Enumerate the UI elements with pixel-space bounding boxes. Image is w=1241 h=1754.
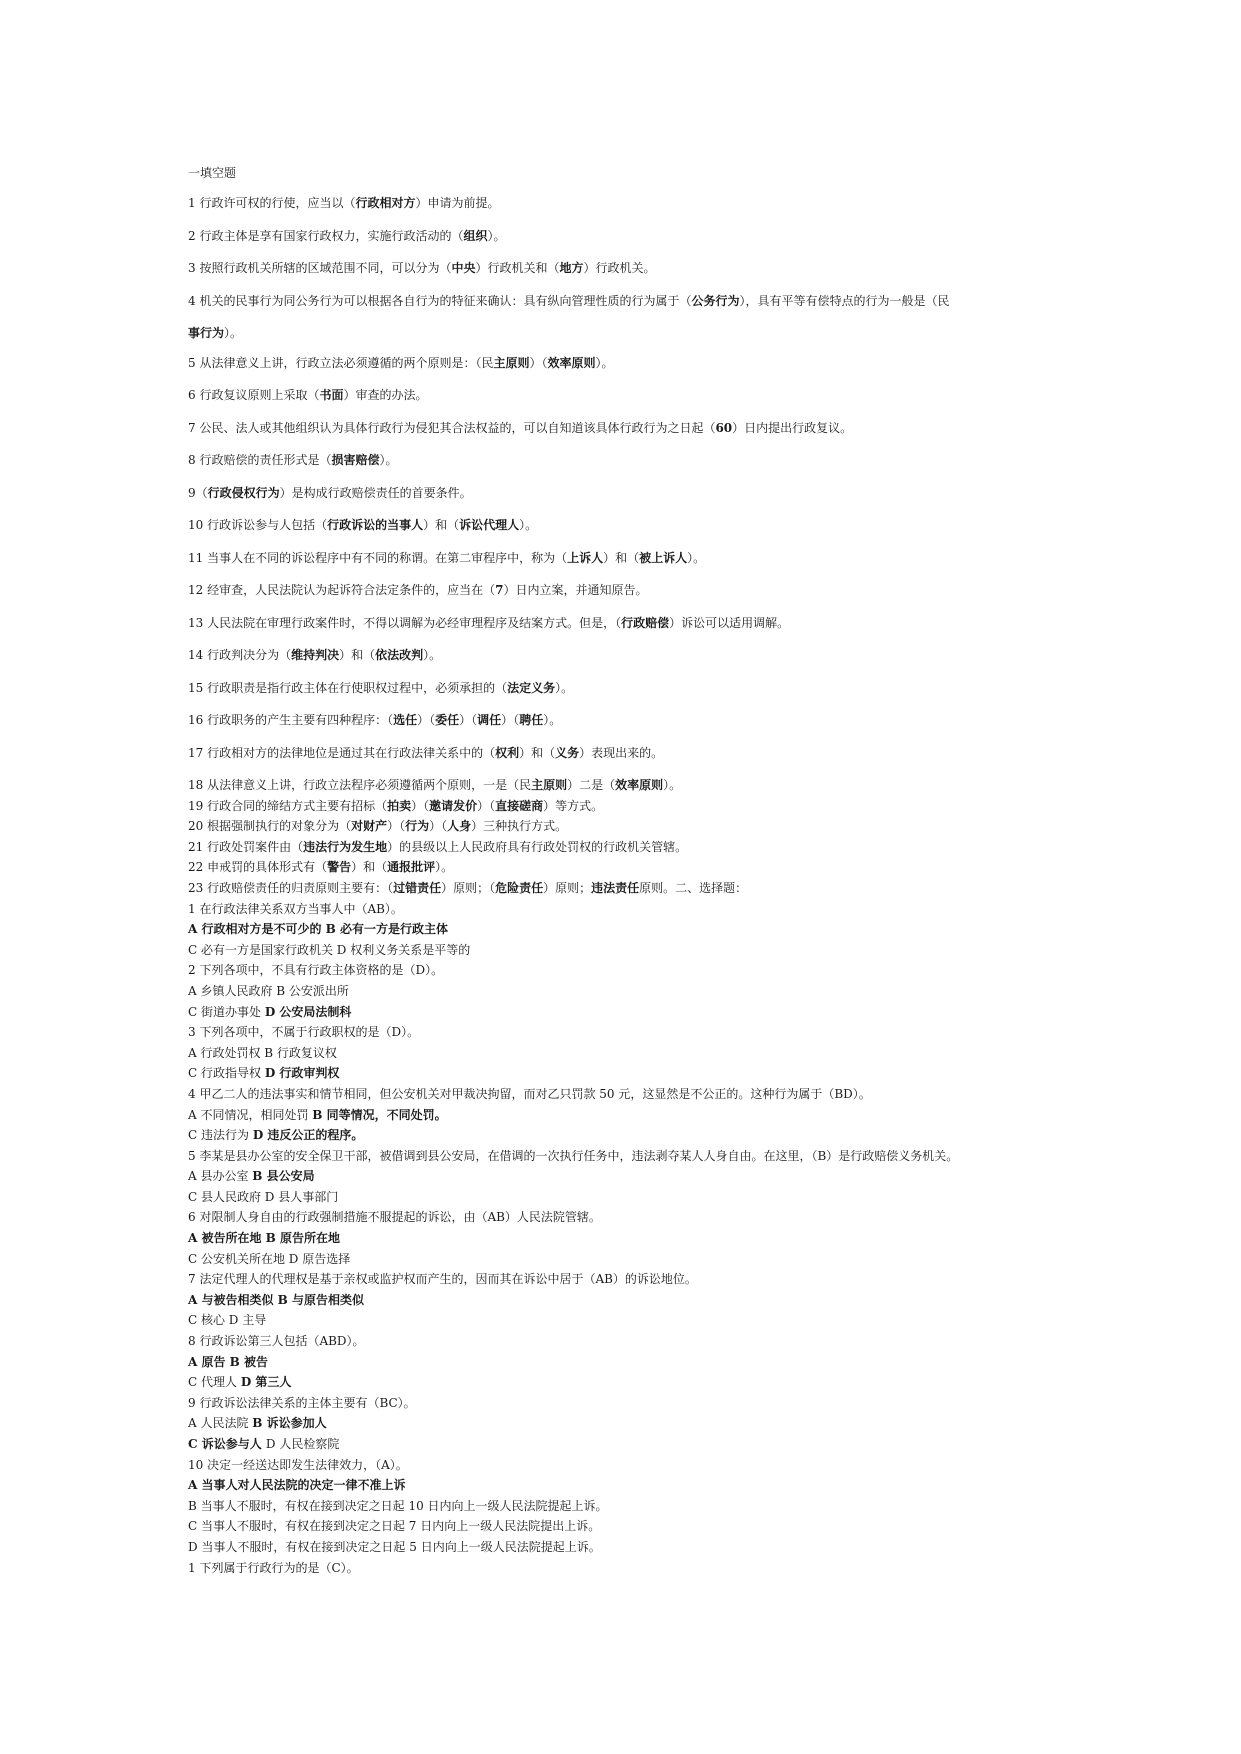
text-segment: 1 行政许可权的行使，应当以（	[188, 196, 356, 210]
bold-answer-text: 过错责任	[393, 880, 442, 895]
text-segment: 22 申戒罚的具体形式有（	[188, 860, 328, 875]
bold-answer-text: 委任	[435, 713, 460, 727]
text-line	[188, 516, 1068, 534]
text-line	[188, 941, 1068, 962]
text-segment: ）原则；（	[441, 880, 496, 895]
text-line	[188, 292, 1068, 342]
text-segment: ）。	[423, 648, 442, 662]
text-line	[188, 1311, 1068, 1332]
bold-answer-text: 中央	[451, 261, 476, 275]
text-segment: ）。	[379, 453, 398, 467]
text-segment: 10 决定一经送达即发生法律效力，（A）。	[188, 1457, 408, 1472]
text-segment: ）（	[429, 819, 448, 834]
text-segment: ）（	[459, 713, 478, 727]
text-segment: 4 甲乙二人的违法事实和情节相同，但公安机关对甲裁决拘留，而对乙只罚款 50 元，这显然是不公正的。这种行为属于（BD）。	[188, 1086, 871, 1101]
bold-answer-text: B 县公安局	[252, 1169, 315, 1184]
text-segment: ）和（	[603, 550, 640, 565]
text-line	[188, 1188, 1068, 1209]
text-line	[188, 549, 1068, 567]
text-line	[188, 1373, 1068, 1394]
text-segment: 13 人民法院在审理行政案件时，不得以调解为必经审理程序及结案方式。但是，（	[188, 615, 622, 630]
bold-answer-text: 7	[495, 583, 504, 597]
bold-answer-text: A 原告 B 被告	[188, 1354, 268, 1369]
text-segment: C 县人民政府 D 县人事部门	[188, 1189, 339, 1204]
bold-answer-text: 选任	[393, 713, 418, 727]
text-segment: ）（	[411, 798, 430, 813]
text-line	[188, 1023, 1068, 1044]
text-segment: ）和（	[519, 745, 556, 760]
bold-answer-text: 组织	[463, 228, 488, 243]
bold-answer-text: 被上诉人	[639, 550, 688, 565]
text-segment: 15 行政职责是指行政主体在行使职权过程中，必须承担的（	[188, 680, 508, 695]
text-segment: 19 行政合同的缔结方式主要有招标（	[188, 798, 388, 813]
text-segment: 2 下列各项中，不具有行政主体资格的是（D）。	[188, 963, 444, 978]
text-line	[188, 451, 1068, 469]
text-line	[188, 1538, 1068, 1559]
text-segment: A 乡镇人民政府 B 公安派出所	[188, 983, 349, 998]
bold-answer-text: D 行政审判权	[264, 1066, 340, 1081]
bold-answer-text: B 同等情况，不同处罚。	[312, 1107, 447, 1122]
bold-answer-text: B 诉讼参加人	[252, 1416, 327, 1431]
text-line	[188, 1456, 1068, 1477]
bold-answer-text: 直接磋商	[495, 798, 544, 813]
text-line	[188, 858, 1068, 879]
text-segment: C 当事人不服时，有权在接到决定之日起 7 日内向上一级人民法院提出上诉。	[188, 1519, 601, 1534]
question-list	[188, 776, 1068, 1579]
text-segment: 3 按照行政机关所辖的区域范围不同，可以分为（	[188, 261, 452, 275]
text-segment: 5 从法律意义上讲，行政立法必须遵循的两个原则是：（民	[188, 355, 494, 370]
text-line	[188, 1147, 1068, 1168]
bold-answer-text: 事行为	[188, 325, 225, 340]
text-segment: ）（	[417, 713, 436, 727]
text-line	[188, 817, 1068, 838]
bold-answer-text: 通报批评	[387, 860, 436, 875]
bold-answer-text: C 诉讼参与人	[188, 1437, 266, 1451]
text-segment: ）。	[595, 355, 614, 370]
bold-answer-text: D 违反公正的程序。	[252, 1128, 364, 1143]
text-line	[188, 259, 1068, 277]
text-segment: ）。	[487, 228, 506, 243]
text-segment: 8 行政赔偿的责任形式是（	[188, 453, 332, 467]
text-line	[188, 797, 1068, 818]
bold-answer-text: 法定义务	[507, 680, 556, 695]
fill-in-blank-list	[188, 194, 1068, 762]
bold-answer-text: 对财产	[351, 819, 388, 834]
text-segment: 10 行政诉讼参与人包括（	[188, 518, 328, 532]
text-segment: 4 机关的民事行为同公务行为可以根据各自行为的特征来确认：具有纵向管理性质的行为属于（	[188, 293, 692, 308]
text-line	[188, 1229, 1068, 1250]
text-segment: 12 经审查，人民法院认为起诉符合法定条件的，应当在（	[188, 583, 496, 597]
bold-answer-text: 违法行为发生地	[303, 839, 388, 854]
text-line	[188, 1517, 1068, 1538]
bold-answer-text: 损害赔偿	[331, 453, 380, 467]
bold-answer-text: 主原则	[493, 355, 530, 370]
text-line	[188, 1167, 1068, 1188]
document-body	[188, 164, 1068, 1579]
bold-answer-text: 诉讼代理人	[459, 518, 520, 532]
text-line	[188, 1044, 1068, 1065]
text-segment: A 人民法院	[188, 1416, 253, 1431]
text-line	[188, 900, 1068, 921]
text-line	[188, 1414, 1068, 1435]
text-line	[188, 1497, 1068, 1518]
text-line	[188, 614, 1068, 632]
text-line	[188, 1270, 1068, 1291]
text-segment: ）原则；	[543, 880, 592, 895]
bold-answer-text: A 当事人对人民法院的决定一律不准上诉	[188, 1478, 406, 1493]
text-line	[188, 1353, 1068, 1374]
text-segment: ）和（	[339, 648, 376, 662]
text-segment: ）行政机关。	[583, 261, 656, 275]
bold-answer-text: 书面	[319, 388, 344, 402]
bold-answer-text: 行为	[405, 819, 430, 834]
text-line	[188, 1085, 1068, 1106]
text-line	[188, 1332, 1068, 1353]
text-segment: C 街道办事处	[188, 1004, 265, 1019]
bold-answer-text: D 公安局法制科	[264, 1004, 352, 1019]
text-line	[188, 1126, 1068, 1147]
text-line	[188, 879, 1068, 900]
text-segment: ）。	[224, 325, 243, 340]
text-line	[188, 1394, 1068, 1415]
text-line	[188, 776, 1068, 797]
text-segment: C 代理人	[188, 1375, 241, 1390]
text-segment: ）申请为前提。	[415, 196, 500, 210]
text-segment: ）。	[555, 680, 574, 695]
text-segment: 5 李某是县办公室的安全保卫干部，被借调到县公安局，在借调的一次执行任务中，违法剥夺某人人身自由。在这里，（B）是行政赔偿义务机关。	[188, 1148, 959, 1163]
text-line	[188, 1476, 1068, 1497]
text-line	[188, 581, 1068, 599]
text-segment: ）日内提出行政复议。	[732, 420, 853, 435]
bold-answer-text: 公务行为	[691, 293, 740, 308]
text-segment: ）（	[501, 713, 520, 727]
bold-answer-text: 上诉人	[567, 550, 604, 565]
text-segment: 17 行政相对方的法律地位是通过其在行政法律关系中的（	[188, 745, 496, 760]
bold-answer-text: 行政诉讼的当事人	[327, 518, 424, 532]
text-segment: ）（	[529, 355, 548, 370]
text-segment: C 违法行为	[188, 1128, 253, 1143]
bold-answer-text: 权利	[495, 745, 520, 760]
text-segment: 14 行政判决分为（	[188, 648, 292, 662]
bold-answer-text: D 第三人	[240, 1375, 292, 1390]
text-segment: ）三种执行方式。	[471, 819, 568, 834]
text-segment: D 人民检察院	[265, 1437, 340, 1451]
text-segment: 23 行政赔偿责任的归责原则主要有：（	[188, 880, 394, 895]
text-line	[188, 1208, 1068, 1229]
bold-answer-text: 依法改判	[375, 648, 424, 662]
text-segment: ）。	[543, 713, 562, 727]
bold-answer-text: 效率原则	[615, 778, 664, 792]
text-segment: 11 当事人在不同的诉讼程序中有不同的称谓。在第二审程序中，称为（	[188, 550, 568, 565]
text-segment: C 核心 D 主导	[188, 1313, 267, 1328]
text-segment: ）。	[663, 778, 682, 792]
bold-answer-text: A 与被告相类似 B 与原告相类似	[188, 1292, 364, 1307]
text-segment: 20 根据强制执行的对象分为（	[188, 819, 352, 834]
bold-answer-text: 行政侵权行为	[207, 485, 280, 500]
text-line	[188, 484, 1068, 502]
text-segment: 8 行政诉讼第三人包括（ABD）。	[188, 1334, 365, 1349]
text-segment: ）诉讼可以适用调解。	[669, 615, 790, 630]
bold-answer-text: 效率原则	[547, 355, 596, 370]
text-segment: ）审查的办法。	[343, 388, 428, 402]
bold-answer-text: 危险责任	[495, 880, 544, 895]
text-segment: 1 下列属于行政行为的是（C）。	[188, 1560, 359, 1575]
text-segment: 18 从法律意义上讲，行政立法程序必须遵循两个原则，一是（民	[188, 778, 532, 792]
text-segment: 9（	[188, 485, 208, 500]
text-segment: ）表现出来的。	[579, 745, 664, 760]
bold-answer-text: 行政相对方	[355, 196, 416, 210]
text-segment: D 当事人不服时，有权在接到决定之日起 5 日内向上一级人民法院提起上诉。	[188, 1539, 601, 1554]
bold-answer-text: 行政赔偿	[621, 615, 670, 630]
text-segment: A 县办公室	[188, 1169, 253, 1184]
text-segment: 1 在行政法律关系双方当事人中（AB）。	[188, 901, 403, 916]
bold-answer-text: 聘任	[519, 713, 544, 727]
section-title: 一填空题	[188, 166, 237, 180]
text-line	[188, 1435, 1068, 1456]
text-segment: 7 法定代理人的代理权是基于亲权或监护权而产生的，因而其在诉讼中居于（AB）的诉讼地位。	[188, 1272, 697, 1287]
bold-answer-text: 违法责任	[591, 880, 640, 895]
text-segment: ）。	[687, 550, 706, 565]
bold-answer-text: 调任	[477, 713, 502, 727]
text-line	[188, 1291, 1068, 1312]
text-line	[188, 419, 1068, 437]
text-segment: 6 对限制人身自由的行政强制措施不服提起的诉讼，由（AB）人民法院管辖。	[188, 1210, 601, 1225]
text-segment: ）。	[519, 518, 538, 532]
text-segment: B 当事人不服时，有权在接到决定之日起 10 日内向上一级人民法院提起上诉。	[188, 1498, 608, 1513]
text-segment: 9 行政诉讼法律关系的主体主要有（BC）。	[188, 1395, 416, 1410]
bold-answer-text: A 被告所在地 B 原告所在地	[188, 1231, 340, 1246]
text-segment: ）二是（	[567, 778, 616, 792]
text-segment: ）和（	[351, 860, 388, 875]
text-line	[188, 1106, 1068, 1127]
text-segment: ）是构成行政赔偿责任的首要条件。	[279, 485, 472, 500]
text-segment: ），具有平等有偿特点的行为一般是（民	[739, 293, 950, 308]
text-segment: 3 下列各项中，不属于行政职权的是（D）。	[188, 1025, 420, 1040]
bold-answer-text: 地方	[559, 261, 584, 275]
text-segment: 2 行政主体是享有国家行政权力，实施行政活动的（	[188, 228, 464, 243]
text-line	[188, 1559, 1068, 1580]
bold-answer-text: 邀请发价	[429, 798, 478, 813]
wrapped-continuation	[188, 324, 1068, 342]
text-segment: C 公安机关所在地 D 原告选择	[188, 1251, 351, 1266]
text-line	[188, 386, 1068, 404]
text-segment: A 不同情况，相同处罚	[188, 1107, 313, 1122]
text-segment: 6 行政复议原则上采取（	[188, 388, 320, 402]
text-segment: ）的县级以上人民政府具有行政处罚权的行政机关管辖。	[387, 839, 688, 854]
text-line	[188, 679, 1068, 697]
text-line	[188, 1064, 1068, 1085]
text-segment: ）。	[435, 860, 454, 875]
text-segment: ）行政机关和（	[475, 261, 560, 275]
bold-answer-text: 维持判决	[291, 648, 340, 662]
bold-answer-text: 义务	[555, 745, 580, 760]
text-line	[188, 961, 1068, 982]
text-segment: ）（	[387, 819, 406, 834]
text-segment: ）日内立案，并通知原告。	[503, 583, 648, 597]
bold-answer-text: 警告	[327, 860, 352, 875]
text-line	[188, 1250, 1068, 1271]
text-segment: C 必有一方是国家行政机关 D 权利义务关系是平等的	[188, 942, 471, 957]
text-segment: ）（	[477, 798, 496, 813]
text-segment: ）和（	[423, 518, 460, 532]
bold-answer-text: 60	[715, 420, 733, 435]
text-segment: 16 行政职务的产生主要有四种程序：（	[188, 713, 394, 727]
bold-answer-text: A 行政相对方是不可少的 B 必有一方是行政主体	[188, 922, 448, 937]
text-segment: 21 行政处罚案件由（	[188, 839, 304, 854]
bold-answer-text: 人身	[447, 819, 472, 834]
bold-answer-text: 拍卖	[387, 798, 412, 813]
text-line	[188, 646, 1068, 664]
text-segment: 7 公民、法人或其他组织认为具体行政行为侵犯其合法权益的，可以自知道该具体行政行为之日起（	[188, 420, 716, 435]
text-line	[188, 227, 1068, 245]
text-segment: 原则。二、选择题：	[639, 880, 748, 895]
bold-answer-text: 主原则	[531, 778, 568, 792]
text-line	[188, 920, 1068, 941]
text-line	[188, 354, 1068, 372]
text-line	[188, 838, 1068, 859]
text-line	[188, 982, 1068, 1003]
text-line	[188, 194, 1068, 212]
text-line	[188, 1003, 1068, 1024]
text-segment: ）等方式。	[543, 798, 604, 813]
text-segment: C 行政指导权	[188, 1066, 265, 1081]
text-line	[188, 744, 1068, 762]
text-line	[188, 711, 1068, 729]
text-segment: A 行政处罚权 B 行政复议权	[188, 1045, 337, 1060]
